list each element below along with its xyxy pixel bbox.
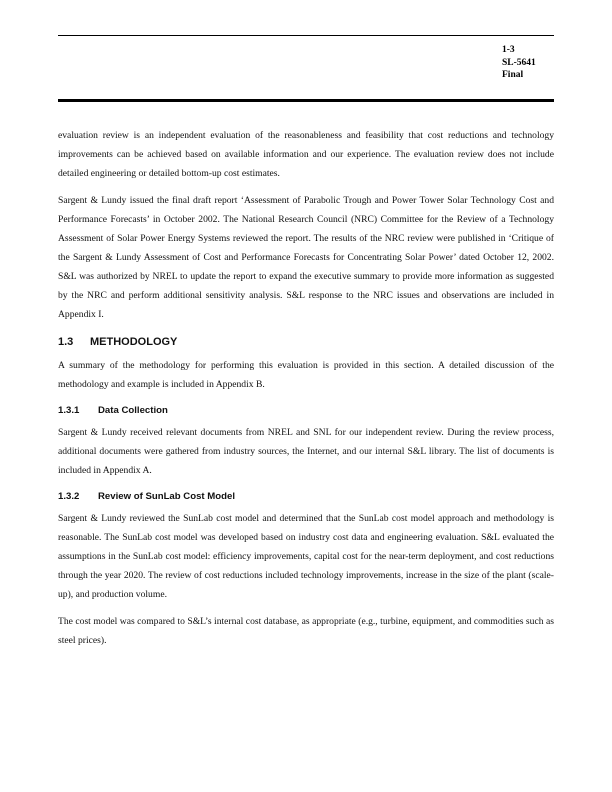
header-bottom-rule [58,99,554,102]
paragraph: A summary of the methodology for performing this evaluation is provided in this section. A detailed discussion of the methodology and example is included in Appendix B. [58,360,554,390]
paragraph: Sargent & Lundy issued the final draft report ‘Assessment of Parabolic Trough and Power Tower Solar Technology Cost and Performance Forecasts’ in October 2002. The National Research Council (NRC) Committee for the Review of a Technology Assessment of Solar Power Energy Systems reviewed the report. The results of the NRC review were published in ‘Critique of the Sargent & Lundy Assessment of Cost and Performance Forecasts for Concentrating Solar Power’ dated October 12, 2002. S&L was authorized by NREL to update the report to expand the executive summary to provide more information as suggested by the NRC and perform additional sensitivity analysis. S&L response to the NRC issues and observations are included in Appendix I. [58,195,554,320]
section-page-number: 1-3 [502,45,515,55]
subsection-heading-data-collection [58,400,554,420]
subsection-number: 1.3.2 [58,490,80,502]
subsection-number: 1.3.1 [58,404,80,416]
paragraph: Sargent & Lundy reviewed the SunLab cost model and determined that the SunLab cost model approach and methodology is reasonable. The SunLab cost model was developed based on industry cost data and engineering evaluation. S&L evaluated the assumptions in the SunLab cost model: efficiency improvements, capital cost for the near-term deployment, and cost reductions through the year 2020. The review of cost reductions included technology improvements, increase in the size of the plant (scale-up), and production volume. [58,513,554,600]
document-body [58,126,554,650]
section-heading-methodology [58,331,554,353]
subsection-title: Review of SunLab Cost Model [98,490,235,502]
paragraph: evaluation review is an independent evaluation of the reasonableness and feasibility that cost reductions and technology improvements can be achieved based on available information and our experience. The evaluation review does not include detailed engineering or detailed bottom-up cost estimates. [58,130,554,179]
document-status: Final [502,70,524,80]
subsection-title: Data Collection [98,404,168,416]
section-title: METHODOLOGY [90,335,178,348]
document-number: SL-5641 [502,57,536,68]
header-top-rule [58,35,554,36]
section-number: 1.3 [58,335,74,348]
page-header [502,44,572,82]
subsection-heading-review-model [58,486,554,506]
paragraph: The cost model was compared to S&L’s internal cost database, as appropriate (e.g., turbine, equipment, and commodities such as steel prices). [58,616,554,646]
paragraph: Sargent & Lundy received relevant documents from NREL and SNL for our independent review. During the review process, additional documents were gathered from industry sources, the Internet, and our internal S&L library. The list of documents is included in Appendix A. [58,427,554,476]
